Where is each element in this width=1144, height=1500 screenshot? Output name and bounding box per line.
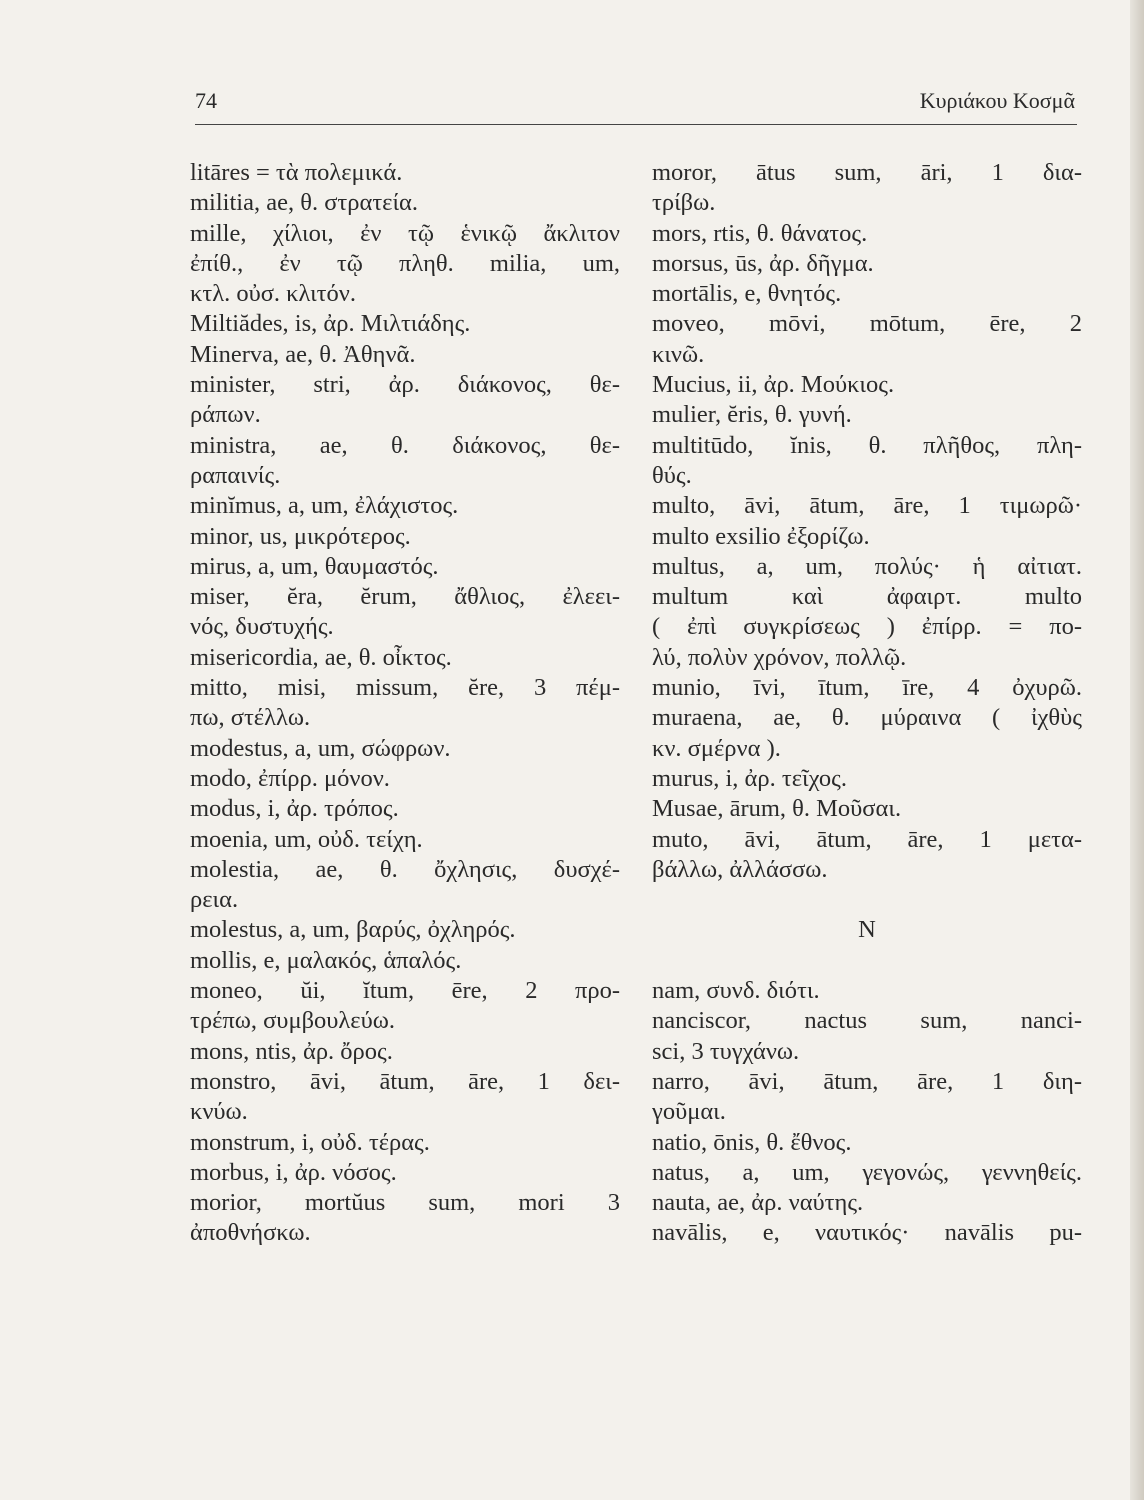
dictionary-line: κτλ. οὐσ. κλιτόν. <box>190 280 356 308</box>
dictionary-line: muto, āvi, ātum, āre, 1 μετα- <box>652 825 1082 853</box>
dictionary-line: Musae, ārum, θ. Μοῦσαι. <box>652 795 902 823</box>
dictionary-line: narro, āvi, ātum, āre, 1 διη- <box>652 1067 1082 1095</box>
dictionary-line: ministra, ae, θ. διάκονος, θε- <box>190 431 620 459</box>
dictionary-line: θύς. <box>652 461 692 489</box>
dictionary-line: νός, δυστυχής. <box>190 613 334 641</box>
dictionary-line: multo, āvi, ātum, āre, 1 τιμωρῶ· <box>652 492 1082 520</box>
dictionary-line: λύ, πολὺν χρόνον, πολλῷ. <box>652 643 907 671</box>
dictionary-line: βάλλω, ἀλλάσσω. <box>652 855 828 883</box>
section-letter-heading: N <box>858 916 876 944</box>
dictionary-line: murus, i, ἀρ. τεῖχος. <box>652 764 848 792</box>
dictionary-line: miser, ĕra, ĕrum, ἄθλιος, ἐλεει- <box>190 583 620 611</box>
dictionary-line: molestia, ae, θ. ὄχλησις, δυσχέ- <box>190 855 620 883</box>
dictionary-line: minor, us, μικρότερος. <box>190 522 411 550</box>
dictionary-line: τρίβω. <box>652 189 716 217</box>
dictionary-line: modus, i, ἀρ. τρόπος. <box>190 795 399 823</box>
dictionary-line: Mucius, ii, ἀρ. Μούκιος. <box>652 371 895 399</box>
dictionary-line: morior, mortŭus sum, mori 3 <box>190 1189 620 1217</box>
dictionary-line: moveo, mōvi, mōtum, ēre, 2 <box>652 310 1082 338</box>
page-number: 74 <box>195 88 217 113</box>
dictionary-line: modo, ἐπίρρ. μόνον. <box>190 764 390 792</box>
header-rule <box>195 124 1077 125</box>
dictionary-line: moenia, um, οὐδ. τείχη. <box>190 825 423 853</box>
dictionary-line: minĭmus, a, um, ἐλάχιστος. <box>190 492 459 520</box>
dictionary-line: multum καὶ ἀφαιρτ. multo <box>652 583 1082 611</box>
dictionary-line: misericordia, ae, θ. οἶκτος. <box>190 643 452 671</box>
dictionary-line: natus, a, um, γεγονώς, γεννηθείς. <box>652 1158 1082 1186</box>
dictionary-line: multo exsilio ἐξορίζω. <box>652 522 870 550</box>
page-header <box>195 88 1075 118</box>
dictionary-line: nanciscor, nactus sum, nanci- <box>652 1007 1082 1035</box>
dictionary-line <box>652 946 1082 976</box>
dictionary-line: ( ἐπὶ συγκρίσεως ) ἐπίρρ. = πο- <box>652 613 1082 641</box>
page-edge <box>1130 0 1144 1500</box>
dictionary-line: mitto, misi, missum, ĕre, 3 πέμ- <box>190 674 620 702</box>
dictionary-line: moneo, ŭi, ĭtum, ēre, 2 προ- <box>190 977 620 1005</box>
dictionary-line: mortālis, e, θνητός. <box>652 280 842 308</box>
dictionary-line: mollis, e, μαλακός, ἁπαλός. <box>190 946 462 974</box>
right-column <box>652 158 1082 1249</box>
dictionary-line: mons, ntis, ἀρ. ὄρος. <box>190 1037 393 1065</box>
dictionary-line: ραπαινίς. <box>190 461 281 489</box>
dictionary-line: ἀποθνήσκω. <box>190 1219 311 1247</box>
dictionary-line: navālis, e, ναυτικός· navālis pu- <box>652 1219 1082 1247</box>
dictionary-line: κν. σμέρνα ). <box>652 734 781 762</box>
running-head-author: Κυριάκου Κοσμᾶ <box>919 88 1075 113</box>
dictionary-line: nam, συνδ. διότι. <box>652 977 820 1005</box>
dictionary-line: κινῶ. <box>652 340 705 368</box>
dictionary-line: molestus, a, um, βαρύς, ὀχληρός. <box>190 916 516 944</box>
dictionary-line: ράπων. <box>190 401 261 429</box>
dictionary-line: γοῦμαι. <box>652 1098 726 1126</box>
dictionary-line: monstrum, i, οὐδ. τέρας. <box>190 1128 430 1156</box>
dictionary-line: nauta, ae, ἀρ. ναύτης. <box>652 1189 864 1217</box>
dictionary-line: moror, ātus sum, āri, 1 δια- <box>652 159 1082 186</box>
dictionary-line: morsus, ūs, ἀρ. δῆγμα. <box>652 249 874 277</box>
dictionary-line <box>652 885 1082 915</box>
left-column <box>190 158 620 1249</box>
dictionary-line: morbus, i, ἀρ. νόσος. <box>190 1158 397 1186</box>
dictionary-line: ἐπίθ., ἐν τῷ πληθ. milia, um, <box>190 249 620 277</box>
dictionary-line: sci, 3 τυγχάνω. <box>652 1037 800 1065</box>
dictionary-line: litāres = τὰ πολεμικά. <box>190 159 403 186</box>
dictionary-line: Minerva, ae, θ. Ἀθηνᾶ. <box>190 340 416 368</box>
dictionary-line: mirus, a, um, θαυμαστός. <box>190 552 439 580</box>
dictionary-line: τρέπω, συμβουλεύω. <box>190 1007 395 1035</box>
dictionary-line: κνύω. <box>190 1098 248 1126</box>
dictionary-line: natio, ōnis, θ. ἔθνος. <box>652 1128 852 1156</box>
dictionary-line: minister, stri, ἀρ. διάκονος, θε- <box>190 371 620 399</box>
dictionary-line: militia, ae, θ. στρατεία. <box>190 189 419 217</box>
dictionary-line: multus, a, um, πολύς· ἡ αἰτιατ. <box>652 552 1082 580</box>
dictionary-line: Miltiădes, is, ἀρ. Μιλτιάδης. <box>190 310 471 338</box>
dictionary-line: munio, īvi, ītum, īre, 4 ὀχυρῶ. <box>652 674 1082 702</box>
dictionary-line: ρεια. <box>190 886 239 914</box>
dictionary-line: mulier, ĕris, θ. γυνή. <box>652 401 852 429</box>
dictionary-line: multitūdo, ĭnis, θ. πλῆθος, πλη- <box>652 431 1082 459</box>
dictionary-line: monstro, āvi, ātum, āre, 1 δει- <box>190 1067 620 1095</box>
dictionary-line: mille, χίλιοι, ἐν τῷ ἑνικῷ ἄκλιτον <box>190 219 620 247</box>
dictionary-line: muraena, ae, θ. μύραινα ( ἰχθὺς <box>652 704 1082 732</box>
dictionary-line: πω, στέλλω. <box>190 704 311 732</box>
dictionary-line: modestus, a, um, σώφρων. <box>190 734 451 762</box>
dictionary-line: mors, rtis, θ. θάνατος. <box>652 219 868 247</box>
